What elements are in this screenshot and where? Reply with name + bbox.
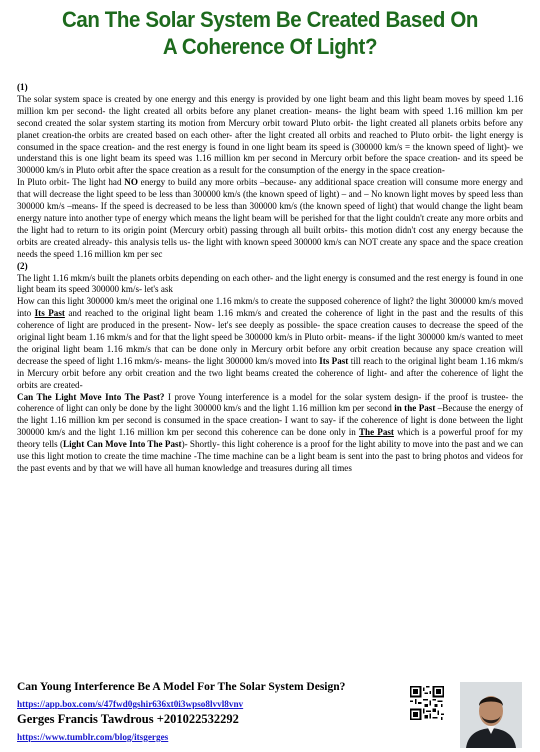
emphasis-the-past: The Past bbox=[358, 427, 394, 438]
page-title bbox=[19, 0, 521, 60]
text-run: which is a powerful proof for my theory tells ( bbox=[17, 427, 523, 450]
section-2-paragraph-2 bbox=[17, 296, 523, 391]
text-run: In Pluto orbit- The light had bbox=[17, 177, 125, 188]
footer bbox=[17, 680, 397, 745]
text-run: and reached to the original light beam 1.16 mkm/s and created the coherence of light in the past and the results of this coherence of light are produced in the present- Now- let's see deeply as possible- the space creation causes to decrease the speed of the original light beam 1.16 mkm/s and for that the light speed be 300000 km/s in Pluto orbit- means- if the light 300000 km/s wanted to meet the original light beam 1.16 mkm/s that can be done only in Mercury orbit before any orbit creation because any space creation will decrease the speed of light 1.16 mkm/s- means- the light 300000 km/s moved into bbox=[17, 308, 523, 366]
title-line-2: A Coherence Of Light? bbox=[162, 34, 378, 59]
tumblr-link[interactable]: https://www.tumblr.com/blog/itsgerges bbox=[17, 732, 169, 742]
emphasis-no: NO bbox=[124, 177, 138, 188]
box-link[interactable]: https://app.box.com/s/47fwd0gshir636xt0i3wpso8lvvl8vnv bbox=[17, 699, 244, 709]
section-2-paragraph-3 bbox=[17, 392, 523, 475]
emphasis-its-past: Its Past bbox=[34, 308, 65, 319]
author-photo bbox=[460, 682, 522, 748]
section-2-label: (2) bbox=[17, 260, 28, 271]
text-run: How can this light 300000 km/s meet the original one 1.16 mkm/s to create the supposed coherence of light? the light 300000 km/s moved into bbox=[17, 296, 523, 319]
emphasis-in-the-past: in the Past bbox=[394, 403, 436, 414]
text-run: –Because the energy of the light 1.16 million km per second is consumed in the space creation- I want to say- if the coherence of light is done between the light 300000 km/s and the light 1.16 million km per second this coherence can be done only in bbox=[17, 403, 523, 438]
text-run: I prove Young interference is a model for the solar system design- if the proof is trustee- the coherence of light can only be done by the light 300000 km/s and the light 1.16 million km per second bbox=[17, 391, 523, 414]
emphasis-its-past-2: Its Past bbox=[319, 355, 349, 366]
title-line-1: Can The Solar System Be Created Based On bbox=[61, 7, 479, 32]
article-body bbox=[17, 82, 523, 475]
section-1-label: (1) bbox=[17, 82, 28, 92]
qr-code-icon bbox=[410, 686, 444, 720]
section-1-paragraph-2 bbox=[17, 177, 523, 260]
author-contact: Gerges Francis Tawdrous +201022532292 bbox=[17, 712, 239, 726]
text-run: )- Shortly- this light coherence is a proof for the light ability to move into the past and we can use this light motion to create the time machine -The time machine can be a light beam is sent into the past to bring photos and videos for the past events and by that we will have all human knowledge and treasures during all times bbox=[17, 439, 523, 473]
emphasis-question: Can The Light Move Into The Past? bbox=[17, 391, 165, 402]
section-1-paragraph-1: The solar system space is created by one energy and this energy is provided by one light beam and this light beam moves by speed 1.16 million km per second- the light created all orbits before any planet creation- means- the light beam with speed 1.16 million km per second created the solar system starting its motion from Mercury orbit toward Pluto orbit- the light created all planets orbits before any planet creation-the orbits are created based on each other- after the light created all orbits and reached to Pluto orbit- the light energy is consumed in the space creation- and the rest energy is found in one light beam its speed is (300000 km/s = the known speed of light)- we understand this is one light beam its speed was 1.16 million km per second in Mercury orbit before the space creation- and its speed be 300000 km/s in Pluto orbit after the space creation as a result for the consumption of the energy in the space creation- bbox=[17, 93, 523, 176]
text-run: till reach to the original light beam 1.16 mkm/s in Mercury orbit before any orbit creation and the two light beams created the coherence of light- and after the coherence of light the orbits are created- bbox=[17, 355, 523, 390]
text-run: energy to build any more orbits –because- any additional space creation will consume more energy and that will decrease the light speed to be less than 300000 km/s (the known speed of light) – and – No known light moves by speed less than 300000 km/s –means- If the speed is decreased to be less than 300000 km/s (the known speed of light) that would change the light beam energy nature into another type of energy which means the light beam will be perished for that the light couldn't create any more orbits and the light had to return to its origin point (Mercury orbit) passing through all built orbits- this motion didn't cost any energy because the orbits are created already- this analysis tells us- the light with known speed 300000 km/s can NOT create any space and the space creation needs the speed 1.16 million km per sec bbox=[17, 177, 523, 259]
emphasis-theory: Light Can Move Into The Past bbox=[63, 439, 182, 450]
section-2-paragraph-1: The light 1.16 mkm/s built the planets orbits depending on each other- and the light energy is consumed and the rest energy is found in one light beam its speed 300000 km/s- let's ask bbox=[17, 272, 523, 295]
footer-question: Can Young Interference Be A Model For The Solar System Design? bbox=[17, 681, 346, 693]
